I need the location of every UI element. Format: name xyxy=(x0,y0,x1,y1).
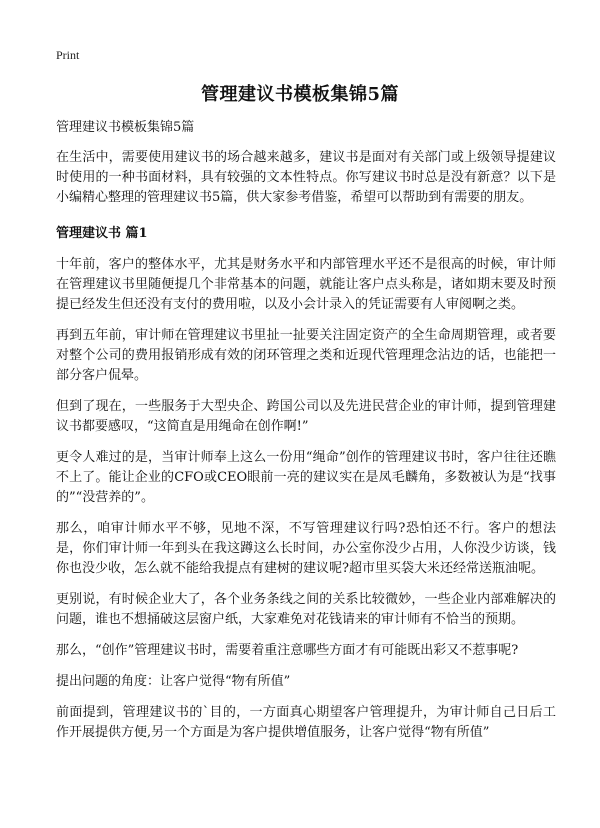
print-link[interactable]: Print xyxy=(56,48,80,62)
section-heading: 管理建议书 篇1 xyxy=(56,226,148,241)
body-paragraph: 再到五年前，审计师在管理建议书里扯一扯要关注固定资产的全生命周期管理，或者要对整个公司的费用报销形成有效的闭环管理之类和近现代管理理念沾边的话，也能把一部分客户侃晕。 xyxy=(56,328,556,383)
body-paragraph: 十年前，客户的整体水平，尤其是财务水平和内部管理水平还不是很高的时候，审计师在管理建议书里随便提几个非常基本的问题，就能让客户点头称是，诸如期末要及时预提已经发生但还没有支付的费用啦，以及小会计录入的凭证需要有人审阅啊之类。 xyxy=(56,257,556,312)
body-paragraph: 那么，咱审计师水平不够，见地不深，不写管理建议行吗?恐怕还不行。客户的想法是，你们审计师一年到头在我这蹲这么长时间，办公室你没少占用，人你没少访谈，钱你也没少收，怎么就不能给我提点有建树的建议呢?超市里买袋大米还经常送瓶油呢。 xyxy=(56,521,556,576)
page-title: 管理建议书模板集锦5篇 xyxy=(200,84,400,105)
document-body xyxy=(56,118,556,754)
intro-paragraph: 在生活中，需要使用建议书的场合越来越多，建议书是面对有关部门或上级领导提建议时使用的一种书面材料，具有较强的文本性特点。你写建议书时总是没有新意？以下是小编精心整理的管理建议书5篇，供大家参考借鉴，希望可以帮助到有需要的朋友。 xyxy=(56,150,556,205)
body-paragraph: 更别说，有时候企业大了，各个业务条线之间的关系比较微妙，一些企业内部难解决的问题，谁也不想捅破这层窗户纸，大家难免对花钱请来的审计师有不恰当的预期。 xyxy=(56,592,556,627)
body-paragraph: 前面提到，管理建议书的`目的，一方面真心期望客户管理提升，为审计师自己日后工作开展提供方便,另一个方面是为客户提供增值服务，让客户觉得“物有所值” xyxy=(56,705,556,740)
body-paragraph: 提出问题的角度：让客户觉得“物有所值” xyxy=(56,674,291,689)
document-subtitle: 管理建议书模板集锦5篇 xyxy=(56,120,195,135)
body-paragraph: 但到了现在，一些服务于大型央企、跨国公司以及先进民营企业的审计师，提到管理建议书都要感叹，“这简直是用绳命在创作啊!” xyxy=(56,399,556,434)
body-paragraph: 更令人难过的是，当审计师奉上这么一份用“绳命”创作的管理建议书时，客户往往还瞧不上了。能让企业的CFO或CEO眼前一亮的建议实在是凤毛麟角，多数被认为是“找事的”“没营养的”。 xyxy=(56,450,556,505)
body-paragraph: 那么，“创作”管理建议书时，需要着重注意哪些方面才有可能既出彩又不惹事呢? xyxy=(56,643,519,658)
